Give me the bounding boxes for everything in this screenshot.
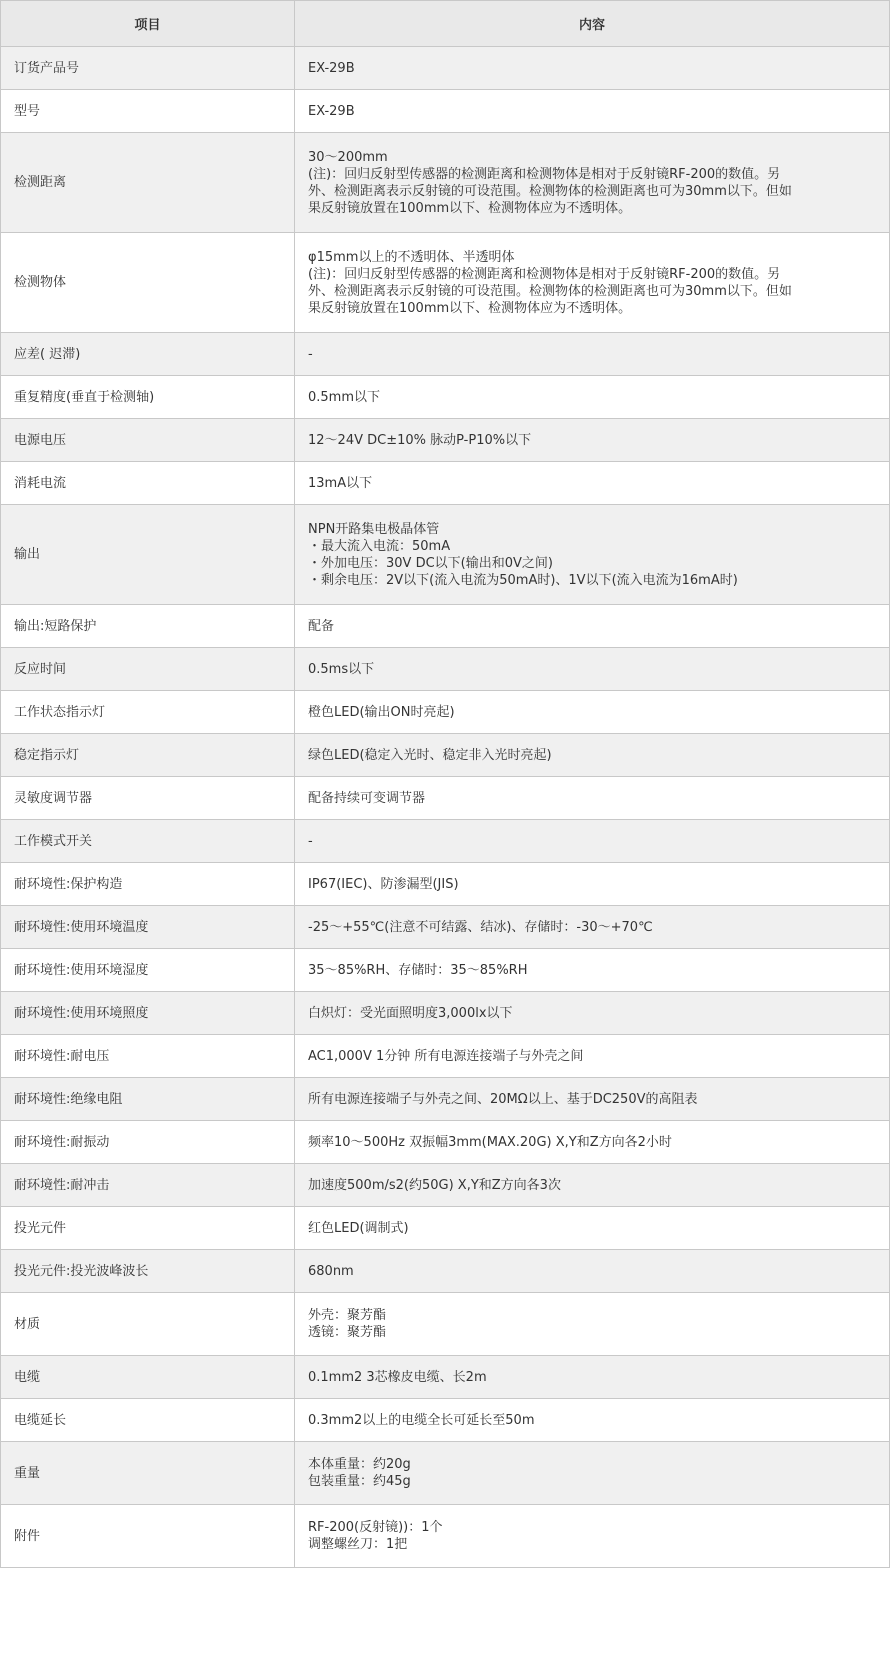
table-row xyxy=(1,505,890,605)
table-row xyxy=(1,1164,890,1207)
table-row xyxy=(1,691,890,734)
table-row xyxy=(1,47,890,90)
spec-value-line: NPN开路集电极晶体管 xyxy=(308,521,440,537)
spec-item-label: 材质 xyxy=(1,1293,295,1356)
table-row xyxy=(1,333,890,376)
spec-item-value xyxy=(295,1356,890,1399)
table-row xyxy=(1,462,890,505)
spec-value-line: 35～85%RH、存储时：35～85%RH xyxy=(308,962,528,978)
table-row xyxy=(1,1356,890,1399)
spec-value-line: 绿色LED(稳定入光时、稳定非入光时亮起) xyxy=(308,747,552,763)
spec-item-label: 订货产品号 xyxy=(1,47,295,90)
table-row xyxy=(1,777,890,820)
spec-item-label: 稳定指示灯 xyxy=(1,734,295,777)
spec-item-value xyxy=(295,992,890,1035)
table-row xyxy=(1,906,890,949)
spec-item-label: 耐环境性:使用环境湿度 xyxy=(1,949,295,992)
spec-value-line: 0.5mm以下 xyxy=(308,389,381,405)
table-row xyxy=(1,605,890,648)
spec-item-label: 耐环境性:耐电压 xyxy=(1,1035,295,1078)
spec-item-value xyxy=(295,1121,890,1164)
spec-item-label: 电缆延长 xyxy=(1,1399,295,1442)
table-row xyxy=(1,1207,890,1250)
spec-item-label: 型号 xyxy=(1,90,295,133)
spec-item-label: 应差( 迟滞) xyxy=(1,333,295,376)
spec-value-line: 所有电源连接端子与外壳之间、20MΩ以上、基于DC250V的高阻表 xyxy=(308,1091,698,1107)
header-item: 项目 xyxy=(1,1,295,47)
spec-item-value xyxy=(295,47,890,90)
spec-value-line: 透镜：聚芳酯 xyxy=(308,1325,387,1340)
spec-item-value xyxy=(295,1035,890,1078)
spec-value-line: -25～+55℃(注意不可结露、结冰)、存储时：-30～+70℃ xyxy=(308,919,653,935)
spec-value-line: 12～24V DC±10% 脉动P-P10%以下 xyxy=(308,432,532,448)
table-row xyxy=(1,1121,890,1164)
spec-item-label: 检测物体 xyxy=(1,233,295,333)
spec-item-value xyxy=(295,333,890,376)
spec-item-value xyxy=(295,1505,890,1568)
spec-value-line: 0.3mm2以上的电缆全长可延长至50m xyxy=(308,1412,535,1428)
spec-value-line: RF-200(反射镜))：1个 xyxy=(308,1520,443,1535)
spec-item-label: 电源电压 xyxy=(1,419,295,462)
table-row xyxy=(1,1399,890,1442)
spec-item-label: 检测距离 xyxy=(1,133,295,233)
spec-value-line: (注)：回归反射型传感器的检测距离和检测物体是相对于反射镜RF-200的数值。另 xyxy=(308,266,781,282)
spec-value-line: 红色LED(调制式) xyxy=(308,1220,409,1236)
table-row xyxy=(1,419,890,462)
table-row xyxy=(1,233,890,333)
spec-item-label: 重复精度(垂直于检测轴) xyxy=(1,376,295,419)
spec-item-value xyxy=(295,376,890,419)
spec-item-value xyxy=(295,1399,890,1442)
spec-value-line: 0.1mm2 3芯橡皮电缆、长2m xyxy=(308,1369,487,1385)
spec-value-line: 配备 xyxy=(308,618,335,634)
spec-item-value xyxy=(295,777,890,820)
spec-body xyxy=(1,47,890,1568)
spec-value-line: 加速度500m/s2(约50G) X,Y和Z方向各3次 xyxy=(308,1177,561,1193)
spec-value-line: - xyxy=(308,833,313,849)
table-row xyxy=(1,992,890,1035)
spec-value-line: 果反射镜放置在100mm以下、检测物体应为不透明体。 xyxy=(308,300,632,316)
spec-item-value xyxy=(295,1207,890,1250)
spec-item-label: 耐环境性:耐冲击 xyxy=(1,1164,295,1207)
table-row xyxy=(1,1078,890,1121)
spec-item-label: 消耗电流 xyxy=(1,462,295,505)
spec-item-value xyxy=(295,605,890,648)
spec-value-line: IP67(IEC)、防渗漏型(JIS) xyxy=(308,876,459,892)
table-row xyxy=(1,1505,890,1568)
spec-item-label: 附件 xyxy=(1,1505,295,1568)
spec-value-line: 外、检测距离表示反射镜的可设范围。检测物体的检测距离也可为30mm以下。但如 xyxy=(308,183,792,199)
spec-item-value xyxy=(295,949,890,992)
spec-value-line: 调整螺丝刀：1把 xyxy=(308,1537,408,1552)
spec-value-line: EX-29B xyxy=(308,103,355,119)
spec-item-label: 耐环境性:保护构造 xyxy=(1,863,295,906)
spec-item-value xyxy=(295,1293,890,1356)
spec-item-label: 电缆 xyxy=(1,1356,295,1399)
spec-value-line: 包装重量：约45g xyxy=(308,1474,411,1489)
table-row xyxy=(1,1250,890,1293)
spec-value-line: EX-29B xyxy=(308,60,355,76)
spec-item-value xyxy=(295,863,890,906)
spec-item-value xyxy=(295,505,890,605)
table-row xyxy=(1,376,890,419)
spec-item-value xyxy=(295,462,890,505)
spec-item-value xyxy=(295,1078,890,1121)
spec-value-line: 680nm xyxy=(308,1263,354,1279)
spec-item-value xyxy=(295,233,890,333)
spec-value-line: 0.5ms以下 xyxy=(308,661,375,677)
spec-item-label: 耐环境性:使用环境照度 xyxy=(1,992,295,1035)
spec-value-line: AC1,000V 1分钟 所有电源连接端子与外壳之间 xyxy=(308,1048,584,1064)
spec-item-label: 耐环境性:耐振动 xyxy=(1,1121,295,1164)
spec-value-line: - xyxy=(308,346,313,362)
spec-item-value xyxy=(295,691,890,734)
spec-item-value xyxy=(295,419,890,462)
spec-item-label: 工作状态指示灯 xyxy=(1,691,295,734)
spec-value-line: ・外加电压：30V DC以下(输出和0V之间) xyxy=(308,555,553,571)
table-row xyxy=(1,90,890,133)
spec-value-line: 配备持续可变调节器 xyxy=(308,790,426,806)
spec-item-value xyxy=(295,648,890,691)
spec-item-value xyxy=(295,1442,890,1505)
spec-item-value xyxy=(295,820,890,863)
table-header-row xyxy=(1,1,890,47)
spec-item-value xyxy=(295,906,890,949)
spec-item-label: 灵敏度调节器 xyxy=(1,777,295,820)
header-content: 内容 xyxy=(295,1,890,47)
spec-item-label: 工作模式开关 xyxy=(1,820,295,863)
spec-item-value xyxy=(295,1164,890,1207)
spec-item-value xyxy=(295,734,890,777)
spec-value-line: 外、检测距离表示反射镜的可设范围。检测物体的检测距离也可为30mm以下。但如 xyxy=(308,283,792,299)
spec-item-value xyxy=(295,133,890,233)
table-row xyxy=(1,133,890,233)
spec-item-label: 输出 xyxy=(1,505,295,605)
spec-value-line: 频率10～500Hz 双振幅3mm(MAX.20G) X,Y和Z方向各2小时 xyxy=(308,1134,672,1150)
spec-value-line: (注)：回归反射型传感器的检测距离和检测物体是相对于反射镜RF-200的数值。另 xyxy=(308,166,781,182)
table-row xyxy=(1,1293,890,1356)
spec-item-label: 投光元件 xyxy=(1,1207,295,1250)
table-row xyxy=(1,648,890,691)
spec-value-line: 白炽灯：受光面照明度3,000lx以下 xyxy=(308,1005,513,1021)
spec-item-label: 重量 xyxy=(1,1442,295,1505)
spec-item-label: 输出:短路保护 xyxy=(1,605,295,648)
table-row xyxy=(1,863,890,906)
spec-item-label: 投光元件:投光波峰波长 xyxy=(1,1250,295,1293)
table-row xyxy=(1,1035,890,1078)
spec-value-line: 13mA以下 xyxy=(308,475,373,491)
spec-value-line: ・剩余电压：2V以下(流入电流为50mA时)、1V以下(流入电流为16mA时) xyxy=(308,572,738,588)
table-row xyxy=(1,820,890,863)
spec-value-line: 30～200mm xyxy=(308,149,388,165)
spec-item-label: 耐环境性:绝缘电阻 xyxy=(1,1078,295,1121)
table-row xyxy=(1,1442,890,1505)
spec-item-label: 耐环境性:使用环境温度 xyxy=(1,906,295,949)
spec-item-label: 反应时间 xyxy=(1,648,295,691)
spec-value-line: φ15mm以上的不透明体、半透明体 xyxy=(308,249,515,265)
spec-value-line: 橙色LED(输出ON时亮起) xyxy=(308,704,455,720)
table-row xyxy=(1,949,890,992)
spec-value-line: 外壳：聚芳酯 xyxy=(308,1308,387,1323)
spec-value-line: 本体重量：约20g xyxy=(308,1457,411,1472)
spec-value-line: ・最大流入电流：50mA xyxy=(308,538,451,554)
table-row xyxy=(1,734,890,777)
spec-item-value xyxy=(295,90,890,133)
spec-value-line: 果反射镜放置在100mm以下、检测物体应为不透明体。 xyxy=(308,200,632,216)
spec-item-value xyxy=(295,1250,890,1293)
